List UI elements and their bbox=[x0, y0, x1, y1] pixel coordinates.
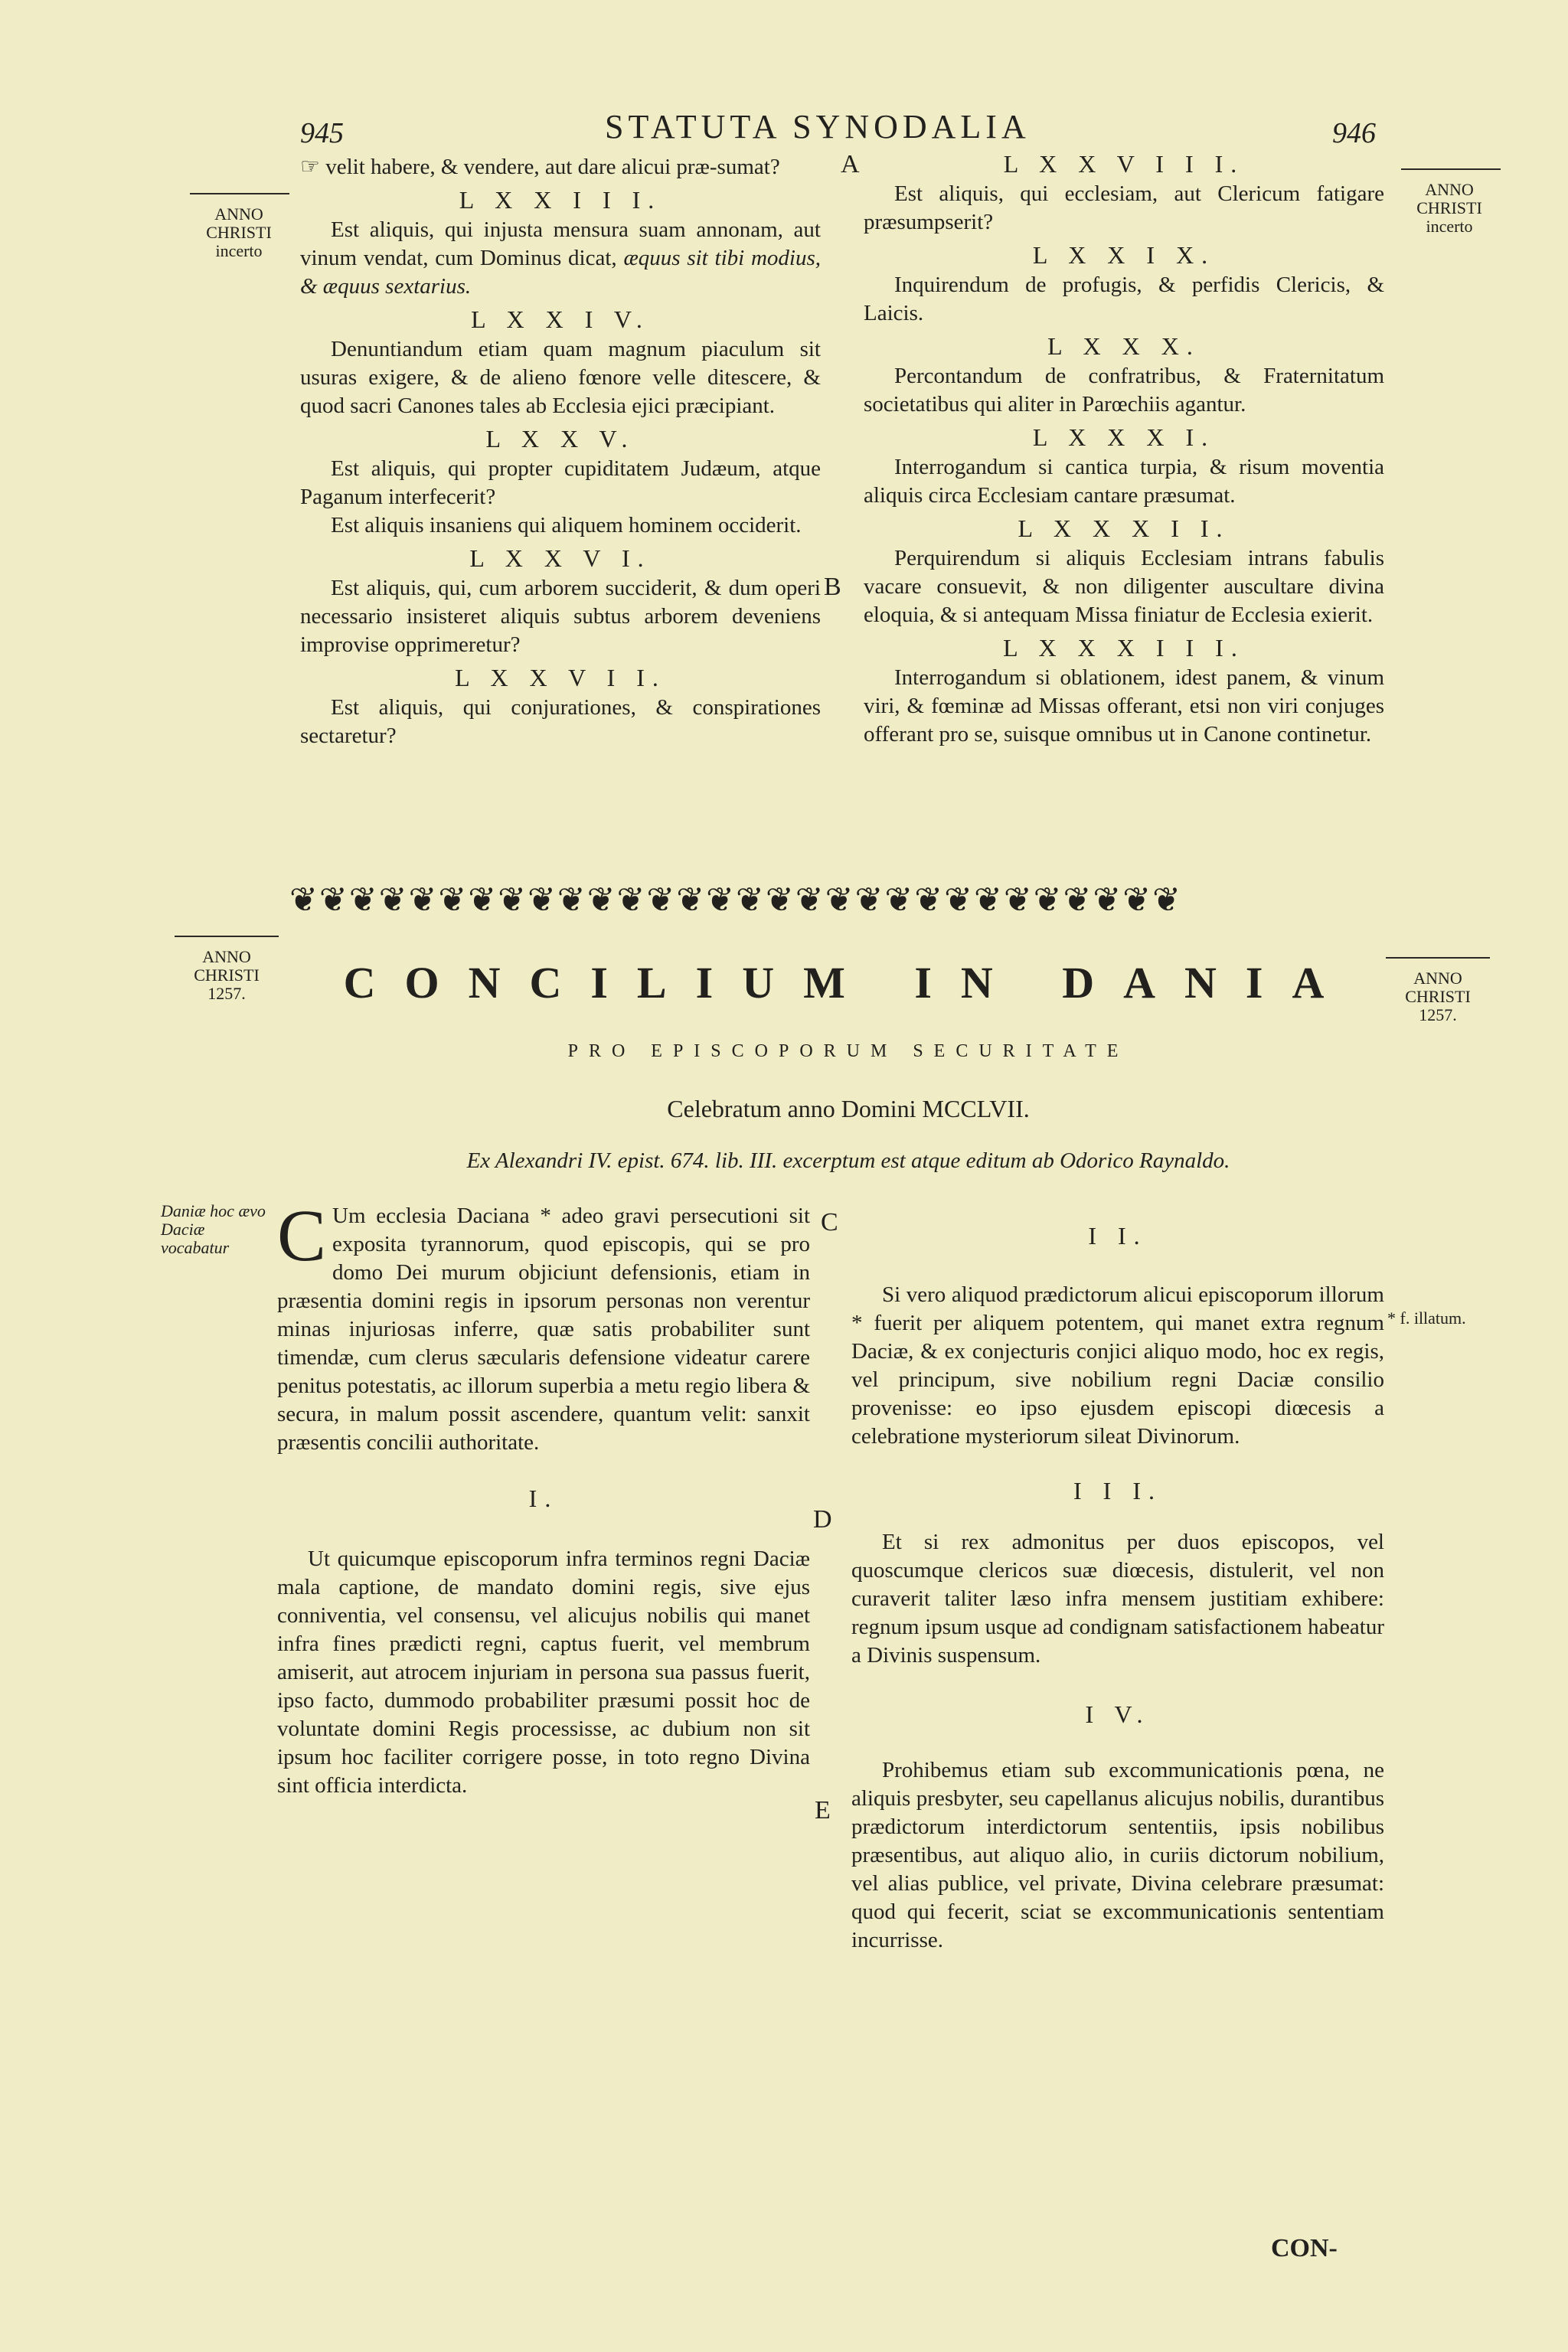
paragraph-iii: Et si rex admonitus per duos episcopos, vel quoscumque clericos suæ diœcesis, distulerit, vel non curaverit taliter læso infra mensem justitiam exhibere: regnum ipsum usque ad condignam satisfactionem habeatur a Divinis suspensum. bbox=[851, 1530, 1384, 1668]
paragraph-i: Ut quicumque episcoporum infra terminos regni Daciæ mala captione, de mandato domini regis, sive ejus conniventia, vel consensu, vel alicujus nobilis qui manet infra fines prædicti regni, captus fuerit, vel membrum amiserit, aut atrocem injuriam in persona sua passus fuerit, ipso facto, dummodo probabiliter præsumi possit hoc de voluntate domini Regis processisse, ac dubium non sit ipsum hoc faciliter corrigere posse, in toto regno Divina sint officia interdicta. bbox=[277, 1547, 810, 1798]
heading-lxxiv: L X X I V. bbox=[471, 305, 650, 333]
upper-left-column bbox=[300, 153, 821, 750]
lower-right-column bbox=[851, 1217, 1384, 1955]
margin-note-mid-right: ANNO CHRISTI 1257. bbox=[1405, 969, 1471, 1024]
section-letter-b: B bbox=[824, 573, 841, 601]
heading-lxxxi: L X X X I. bbox=[1032, 423, 1216, 451]
paragraph-lxxx: Percontandum de confratribus, & Fraternitatum societatibus qui aliter in Parœchiis agantur. bbox=[864, 364, 1384, 416]
lower-left-column bbox=[277, 1194, 810, 1800]
heading-lxxviii: L X X V I I I. bbox=[1003, 150, 1245, 178]
drop-cap: C bbox=[277, 1194, 327, 1276]
upper-right-column bbox=[864, 145, 1384, 749]
paragraph-lxxxiii: Interrogandum si oblationem, idest panem, & vinum viri, & fœminæ ad Missas offerant, etsi non viri conjuges offerant pro se, suisque omnibus ut in Canone continetur. bbox=[864, 665, 1384, 746]
section-letter-c: C bbox=[821, 1208, 838, 1236]
heading-lxxvi: L X X V I. bbox=[469, 544, 652, 572]
heading-lxxiii: L X X I I I. bbox=[459, 186, 662, 214]
paragraph-lxxv-a: Est aliquis, qui propter cupiditatem Judæum, atque Paganum interfecerit? bbox=[300, 456, 821, 509]
heading-lxxv: L X X V. bbox=[485, 425, 635, 452]
paragraph-iv: Prohibemus etiam sub excommunicationis pœna, ne aliquis presbyter, seu capellanus alicujus nobilis, durantibus prædictorum interdictorum sententiis, ipsis nobilibus præsentibus, aut aliquo alio, in curiis dictorum nobilium, vel alias publice, vel private, Divina celebrare præsumat: quod qui fecerit, sciat se excommunicationis sententiam incurrisse. bbox=[851, 1758, 1384, 1952]
heading-lxxxiii: L X X X I I I. bbox=[1003, 634, 1245, 662]
paragraph-lxxxi: Interrogandum si cantica turpia, & risum moventia aliquis circa Ecclesiam cantare præsumat. bbox=[864, 455, 1384, 508]
section-letter-a: A bbox=[841, 150, 860, 178]
heading-iv: I V. bbox=[1085, 1700, 1151, 1728]
section-letter-d: D bbox=[813, 1505, 832, 1534]
council-title: CONCILIUM IN DANIA bbox=[343, 958, 1354, 1008]
heading-i: I. bbox=[528, 1485, 559, 1512]
heading-iii: I I I. bbox=[1073, 1477, 1162, 1504]
margin-note-top-left: ANNO CHRISTI incerto bbox=[206, 204, 272, 260]
source-line: Ex Alexandri IV. epist. 674. lib. III. excerptum est atque editum ab Odorico Raynaldo. bbox=[466, 1148, 1230, 1173]
celebrated-line: Celebratum anno Domini MCCLVII. bbox=[667, 1095, 1030, 1122]
heading-lxxvii: L X X V I I. bbox=[455, 664, 666, 691]
margin-rule-mid-right bbox=[1386, 957, 1490, 959]
paragraph-lxxiii: Est aliquis, qui injusta mensura suam annonam, aut vinum vendat, cum Dominus dicat, bbox=[300, 217, 821, 270]
margin-rule-mid-left bbox=[175, 936, 279, 937]
lead-text: ☞ velit habere, & vendere, aut dare alicui præ-sumat? bbox=[300, 155, 780, 179]
footnote-right: * f. illatum. bbox=[1387, 1308, 1466, 1328]
heading-lxxxii: L X X X I I. bbox=[1018, 514, 1230, 542]
paragraph-lxxxii: Perquirendum si aliquis Ecclesiam intrans fabulis vacare consuevit, & non diligenter auscultare divina eloquia, & si antequam Missa finiatur de Ecclesia exierit. bbox=[864, 546, 1384, 627]
heading-lxxix: L X X I X. bbox=[1032, 241, 1216, 269]
paragraph-lxxv-b: Est aliquis insaniens qui aliquem hominem occiderit. bbox=[331, 513, 802, 537]
heading-ii: I I. bbox=[1088, 1222, 1148, 1250]
running-title: STATUTA SYNODALIA bbox=[605, 108, 1031, 145]
paragraph-lxxvii: Est aliquis, qui conjurationes, & conspirationes sectaretur? bbox=[300, 695, 821, 748]
margin-rule-top-right bbox=[1401, 168, 1501, 170]
intro-paragraph: Um ecclesia Daciana * adeo gravi persecutioni sit exposita tyrannorum, quod episcopis, qui se pro domo Dei murum objiciunt defensionis, etiam in præsentia domini regis in ipsorum personas non verentur minas injuriosas inferre, quæ satis probabiliter sunt timendæ, cum clerus sæcularis defensione videatur carere penitus potestatis, ac illorum superbia a metu regio libera & secura, in malum possit ascendere, quantum velit: sanxit præsentis concilii authoritate. bbox=[277, 1204, 810, 1455]
heading-lxxx: L X X X. bbox=[1047, 332, 1200, 360]
page-number-left: 945 bbox=[300, 117, 344, 149]
section-letter-e: E bbox=[815, 1796, 831, 1824]
paragraph-lxxix: Inquirendum de profugis, & perfidis Clericis, & Laicis. bbox=[864, 273, 1384, 325]
quotation-lxxiii: æquus sit tibi modius, & æquus sextarius. bbox=[300, 246, 821, 299]
margin-note-dania: Daniæ hoc ævo Daciæ vocabatur bbox=[161, 1201, 266, 1257]
margin-note-top-right: ANNO CHRISTI incerto bbox=[1416, 180, 1482, 236]
paragraph-ii: Si vero aliquod prædictorum alicui episcoporum illorum * fuerit per aliquem potentem, qui manet extra regnum Daciæ, & ex conjecturis conjici aliquo modo, hoc ex regis, vel principum, sive nobilium regni Daciæ consilio provenisse: eo ipso ejusdem episcopi diœcesis a celebratione mysteriorum sileat Divinorum. bbox=[851, 1282, 1384, 1449]
council-subtitle: PRO EPISCOPORUM SECURITATE bbox=[567, 1041, 1129, 1061]
catchword: CON- bbox=[1271, 2234, 1338, 2262]
paragraph-lxxiv: Denuntiandum etiam quam magnum piaculum sit usuras exigere, & de alieno fœnore velle ditescere, & quod sacri Canones tales ab Ecclesia ejici præcipiant. bbox=[300, 337, 821, 418]
paragraph-lxxvi: Est aliquis, qui, cum arborem succiderit, & dum operi necessario insisteret aliquis subtus arborem deveniens improvise opprimeretur? bbox=[300, 576, 821, 657]
margin-note-mid-left: ANNO CHRISTI 1257. bbox=[194, 947, 260, 1003]
paragraph-lxxviii: Est aliquis, qui ecclesiam, aut Clericum fatigare præsumpserit? bbox=[864, 181, 1384, 234]
ornament-band: ❦❦❦❦❦❦❦❦❦❦❦❦❦❦❦❦❦❦❦❦❦❦❦❦❦❦❦❦❦❦ bbox=[289, 881, 1183, 919]
page-number-right: 946 bbox=[1332, 117, 1376, 149]
margin-rule-top-left bbox=[190, 193, 289, 194]
